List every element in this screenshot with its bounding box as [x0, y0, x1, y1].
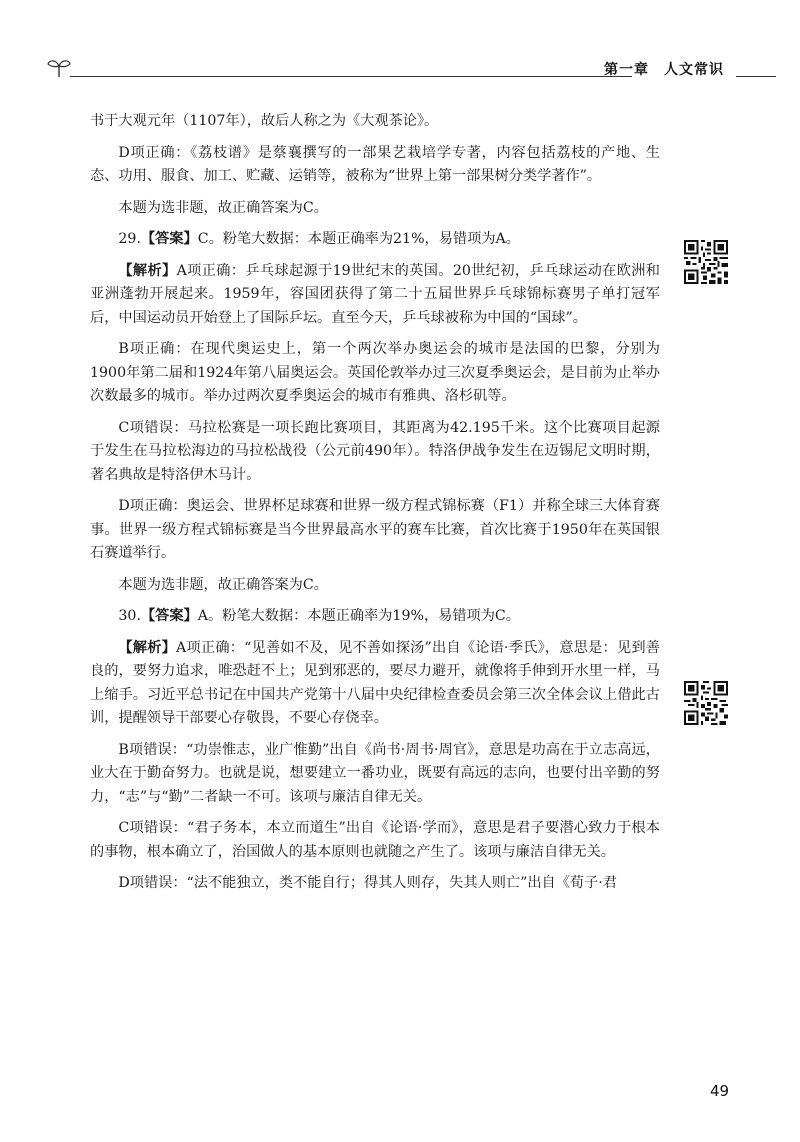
answer-line-29 — [90, 228, 660, 252]
paragraph: 本题为选非题，故正确答案为C。 — [118, 576, 328, 593]
analysis-30 — [90, 637, 660, 731]
answer-tag: 【答案】 — [140, 231, 198, 247]
paragraph: B项错误：“功崇惟志，业广惟勤”出自《尚书·周书·周官》，意思是功高在于立志高远，业大在于勤奋努力。也就是说，想要建立一番功业，既要有高远的志向，也要付出辛勤的努力，“志”与“勤”二者缺一不可。该项与廉洁自律无关。 — [90, 741, 660, 805]
header-rule-right — [736, 76, 776, 77]
qr-code-icon[interactable] — [684, 681, 728, 725]
answer-line-30 — [90, 605, 660, 629]
paragraph: D项正确：《荔枝谱》是蔡襄撰写的一部果艺栽培学专著，内容包括荔枝的产地、生态、功用、服食、加工、贮藏、运销等，被称为“世界上第一部果树分类学著作”。 — [90, 144, 660, 184]
qr-code-icon[interactable] — [684, 240, 728, 284]
answer-tag: 【答案】 — [140, 608, 198, 624]
header-rule — [70, 76, 632, 77]
paragraph: C项错误：“君子务本，本立而道生”出自《论语·学而》，意思是君子要潜心致力于根本的事物，根本确立了，治国做人的基本原则也就随之产生了。该项与廉洁自律无关。 — [90, 820, 660, 860]
paragraph: D项错误：“法不能独立，类不能自行；得其人则存，失其人则亡”出自《荀子·君 — [118, 875, 617, 891]
sprout-icon — [46, 55, 72, 81]
chapter-title: 第一章 人文常识 — [604, 62, 724, 78]
paragraph: 书于大观元年（1107年），故后人称之为《大观茶论》。 — [90, 113, 439, 129]
analysis-tag: 【解析】 — [118, 639, 177, 656]
paragraph: D项正确：奥运会、世界杯足球赛和世界一级方程式锦标赛（F1）并称全球三大体育赛事。世界一级方程式锦标赛是当今世界最高水平的赛车比赛，首次比赛于1950年在英国银石赛道举行。 — [90, 498, 660, 561]
page-number: 49 — [710, 1082, 730, 1100]
question-number: 30. — [118, 608, 141, 624]
paragraph: 本题为选非题，故正确答案为C。 — [118, 199, 328, 216]
paragraph: B项正确：在现代奥运史上，第一个两次举办奥运会的城市是法国的巴黎，分别为1900年第二届和1924年第八届奥运会。英国伦敦举办过三次夏季奥运会，是目前为止举办次数最多的城市。举办过两次夏季奥运会的城市有雅典、洛杉矶等。 — [90, 341, 660, 404]
analysis-text: A项正确：乒乓球起源于19世纪末的英国。20世纪初，乒乓球运动在欧洲和亚洲蓬勃开展起来。1959年，容国团获得了第二十五届世界乒乓球锦标赛男子单打冠军后，中国运动员开始登上了国际乒坛。直至今天，乒乓球被称为中国的“国球”。 — [90, 262, 660, 326]
answer-text: C。粉笔大数据：本题正确率为21%，易错项为A。 — [197, 231, 520, 247]
analysis-29 — [90, 260, 660, 331]
body-text — [90, 110, 660, 904]
page-header — [46, 55, 770, 87]
analysis-text: A项正确：“见善如不及，见不善如探汤”出自《论语·季氏》，意思是：见到善良的，要努力追求，唯恐赶不上；见到邪恶的，要尽力避开，就像将手伸到开水里一样，马上缩手。习近平总书记在中国共产党第十八届中央纪律检查委员会第三次全体会议上借此古训，提醒领导干部要心存敬畏，不要心存侥幸。 — [90, 639, 660, 726]
answer-text: A。粉笔大数据：本题正确率为19%，易错项为C。 — [197, 608, 520, 624]
analysis-tag: 【解析】 — [118, 262, 177, 279]
paragraph: C项错误：马拉松赛是一项长跑比赛项目，其距离为42.195千米。这个比赛项目起源于发生在马拉松海边的马拉松战役（公元前490年）。特洛伊战争发生在迈锡尼文明时期，著名典故是特洛伊木马计。 — [90, 419, 660, 483]
question-number: 29. — [118, 231, 141, 247]
